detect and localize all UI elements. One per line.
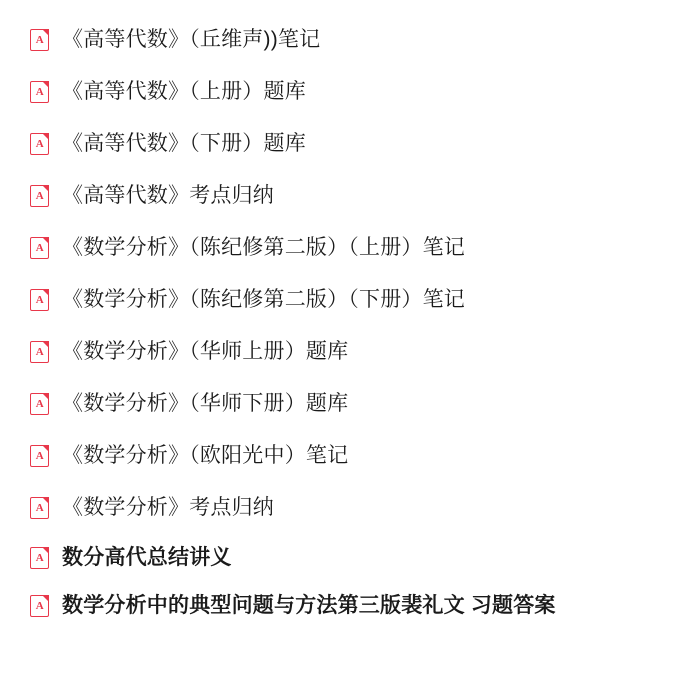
- pdf-file-icon: [30, 29, 49, 51]
- pdf-file-icon: [30, 185, 49, 207]
- file-name: 《数学分析》（欧阳光中）笔记: [62, 444, 349, 468]
- pdf-icon-glyph: A: [35, 345, 44, 358]
- file-name: 《高等代数》（下册）题库: [62, 132, 306, 156]
- pdf-icon-glyph: A: [35, 85, 44, 98]
- pdf-file-icon: [30, 81, 49, 103]
- list-item[interactable]: [0, 118, 694, 170]
- pdf-icon-glyph: A: [35, 241, 44, 254]
- pdf-icon-glyph: A: [35, 189, 44, 202]
- file-name: 《数学分析》（华师下册）题库: [62, 392, 349, 416]
- pdf-icon-glyph: A: [35, 293, 44, 306]
- list-item[interactable]: [0, 14, 694, 66]
- pdf-icon-glyph: A: [35, 397, 44, 410]
- file-name: 《数学分析》（陈纪修第二版）（下册）笔记: [62, 288, 465, 312]
- file-name: 《数学分析》（华师上册）题库: [62, 340, 349, 364]
- file-name: 数学分析中的典型问题与方法第三版裴礼文 习题答案: [62, 594, 556, 618]
- pdf-icon-glyph: A: [35, 449, 44, 462]
- file-name: 《高等代数》考点归纳: [62, 184, 274, 208]
- file-name: 《高等代数》（上册）题库: [62, 80, 306, 104]
- list-item[interactable]: [0, 66, 694, 118]
- list-item[interactable]: [0, 582, 694, 630]
- pdf-file-icon: [30, 133, 49, 155]
- list-item[interactable]: [0, 378, 694, 430]
- pdf-icon-glyph: A: [35, 33, 44, 46]
- pdf-file-icon: [30, 289, 49, 311]
- list-item[interactable]: [0, 222, 694, 274]
- pdf-file-icon: [30, 341, 49, 363]
- pdf-file-icon: [30, 445, 49, 467]
- pdf-file-icon: [30, 547, 49, 569]
- pdf-icon-glyph: A: [35, 599, 44, 612]
- pdf-icon-glyph: A: [35, 137, 44, 150]
- file-name: 数分高代总结讲义: [62, 546, 232, 570]
- list-item[interactable]: [0, 274, 694, 326]
- file-name: 《数学分析》（陈纪修第二版）（上册）笔记: [62, 236, 465, 260]
- file-name: 《数学分析》考点归纳: [62, 496, 274, 520]
- pdf-file-icon: [30, 237, 49, 259]
- pdf-file-icon: [30, 393, 49, 415]
- list-item[interactable]: [0, 482, 694, 534]
- pdf-icon-glyph: A: [35, 501, 44, 514]
- pdf-file-icon: [30, 497, 49, 519]
- list-item[interactable]: [0, 430, 694, 482]
- pdf-icon-glyph: A: [35, 551, 44, 564]
- list-item[interactable]: [0, 170, 694, 222]
- pdf-file-icon: [30, 595, 49, 617]
- file-name: 《高等代数》（丘维声))笔记: [62, 28, 321, 52]
- list-item[interactable]: [0, 326, 694, 378]
- list-item[interactable]: [0, 534, 694, 582]
